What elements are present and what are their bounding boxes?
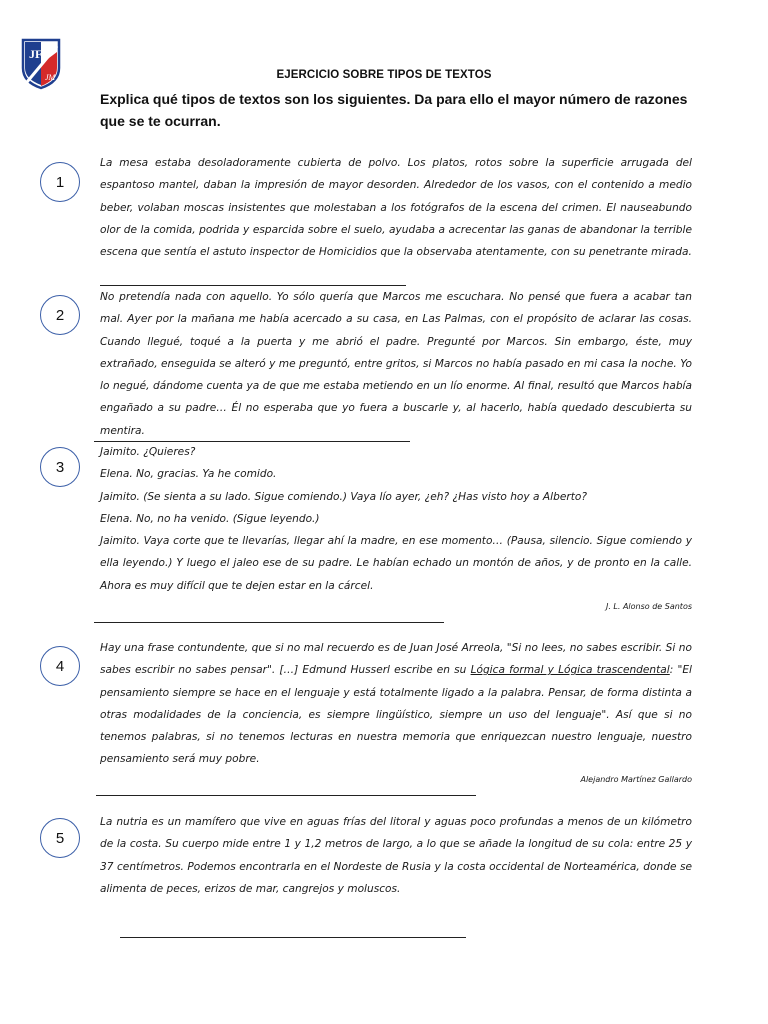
exercise-number-5: 5 (40, 818, 80, 858)
dialog-line: Jaimito. Vaya corte que te llevarías, llegar ahí la madre, en ese momento… (Pausa, silencio. Sigue comiendo y ella leyendo.) Y luego el jaleo ese de su padre. Le habían echado un montón de años, y de pronto en la calle. Ahora es muy difícil que te dejen estar en la cárcel. (100, 535, 692, 592)
exercise-text-1-body: La mesa estaba desoladoramente cubierta de polvo. Los platos, rotos sobre la superficie arrugada del espantoso mantel, daban la impresión de mayor desorden. Alrededor de los vasos, con el contenido a medio beber, volaban moscas insistentes que molestaban a los fotógrafos de la escena del crimen. El nauseabundo olor de la comida, podrida y esparcida sobre el suelo, ayudaba a acrecentar las ganas de abandonar la terrible escena que sentía el astuto inspector de Homicidios que la observaba atentamente, con su penetrante mirada. (100, 157, 692, 259)
svg-text:JF: JF (29, 47, 43, 61)
svg-text:JM: JM (45, 73, 56, 82)
exercise-text-4 (100, 637, 692, 771)
answer-line-5 (120, 937, 466, 938)
source-3: J. L. Alonso de Santos (605, 602, 692, 611)
instructions: Explica qué tipos de textos son los siguientes. Da para ello el mayor número de razones que se te ocurran. (100, 91, 688, 129)
exercise-text-2 (100, 286, 692, 442)
text-before: Hay una frase contundente, que si no mal recuerdo es de Juan José Arreola, "Si no lees, no sabes escribir. Si no sabes escribir no sabes pensar". […] Edmund Husserl escribe en su (100, 642, 692, 677)
shield-logo-icon (21, 38, 61, 90)
source-4: Alejandro Martínez Gallardo (580, 775, 692, 784)
exercise-number-2: 2 (40, 295, 80, 335)
dialog-line: Jaimito. (Se sienta a su lado. Sigue comiendo.) Vaya lío ayer, ¿eh? ¿Has visto hoy a Alberto? (100, 490, 587, 503)
exercise-text-3 (100, 441, 692, 597)
text-after: : "El pensamiento siempre se hace en el lenguaje y está totalmente ligado a la palabra. Pensar, de forma distinta a otras modalidades de la conciencia, es siempre lingüístico, siempre un uso del lenguaje". Así que si no tenemos palabras, si no tenemos lecturas en nuestra memoria que enriquezcan nuestro lenguaje, nuestro pensamiento será muy pobre. (100, 664, 692, 766)
dialog-line: Jaimito. ¿Quieres? (100, 446, 196, 458)
page-title: EJERCICIO SOBRE TIPOS DE TEXTOS (276, 69, 492, 81)
answer-line-4 (96, 795, 476, 796)
exercise-text-5-body: La nutria es un mamífero que vive en aguas frías del litoral y aguas poco profundas a menos de un kilómetro de la costa. Su cuerpo mide entre 1 y 1,2 metros de largo, a lo que se añade la longitud de su cola: entre 25 y 37 centímetros. Podemos encontrarla en el Nordeste de Rusia y la costa occidental de Norteamérica, donde se alimenta de peces, erizos de mar, cangrejos y moluscos. (100, 816, 692, 895)
answer-line-3 (94, 622, 444, 623)
exercise-text-2-body: No pretendía nada con aquello. Yo sólo quería que Marcos me escuchara. No pensé que fuera a acabar tan mal. Ayer por la mañana me había acercado a su casa, en Las Palmas, con el propósito de aclarar las cosas. Cuando llegué, toqué a la puerta y me abrió el padre. Pregunté por Marcos. Sin embargo, éste, muy extrañado, enseguida se alteró y me preguntó, entre gritos, si Marcos no había pasado en mi casa la noche. Yo lo negué, dándome cuenta ya de que me estaba metiendo en un lío enorme. Al final, resultó que Marcos había engañado a su padre… Él no esperaba que yo fuera a buscarle y, al hacerlo, había quedado descubierta su mentira. (100, 291, 692, 437)
exercise-text-1 (100, 152, 692, 263)
exercise-text-5 (100, 811, 692, 900)
exercise-number-3: 3 (40, 447, 80, 487)
school-logo (21, 38, 61, 90)
dialog-line: Elena. No, no ha venido. (Sigue leyendo.) (100, 512, 320, 525)
exercise-number-4: 4 (40, 646, 80, 686)
book-title: Lógica formal y Lógica trascendental (470, 664, 670, 677)
exercise-text-4-body (100, 637, 692, 771)
dialog-line: Elena. No, gracias. Ya he comido. (100, 468, 277, 481)
exercise-number-1: 1 (40, 162, 80, 202)
